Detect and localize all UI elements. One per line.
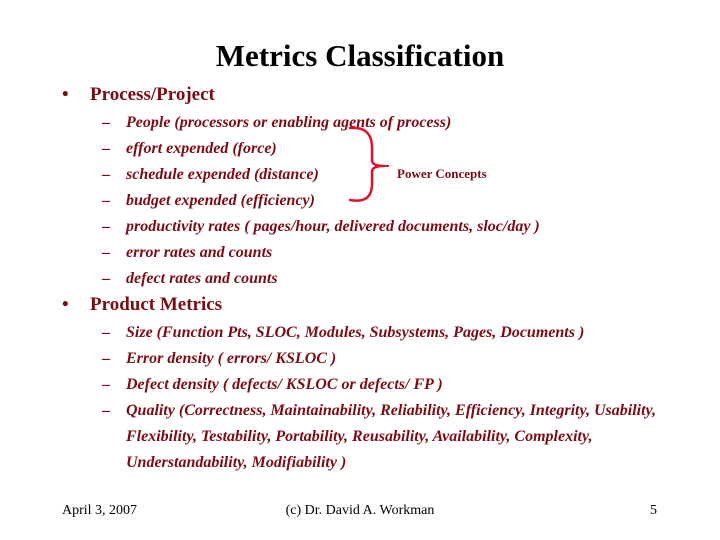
footer-date: April 3, 2007: [62, 503, 138, 518]
section-product-metrics: [62, 294, 222, 316]
section-process-project: [62, 84, 215, 106]
page-number: 5: [650, 503, 657, 518]
brace-bracket-icon: [348, 124, 390, 204]
bullet-glyph: •: [62, 294, 69, 315]
footer-author: (c) Dr. David A. Workman: [285, 503, 435, 518]
slide-title: Metrics Classification: [215, 38, 505, 73]
section-heading: Process/Project: [90, 84, 215, 105]
bullet-glyph: •: [62, 84, 69, 105]
power-concepts-label: Power Concepts: [397, 166, 487, 181]
section-heading: Product Metrics: [90, 294, 223, 315]
